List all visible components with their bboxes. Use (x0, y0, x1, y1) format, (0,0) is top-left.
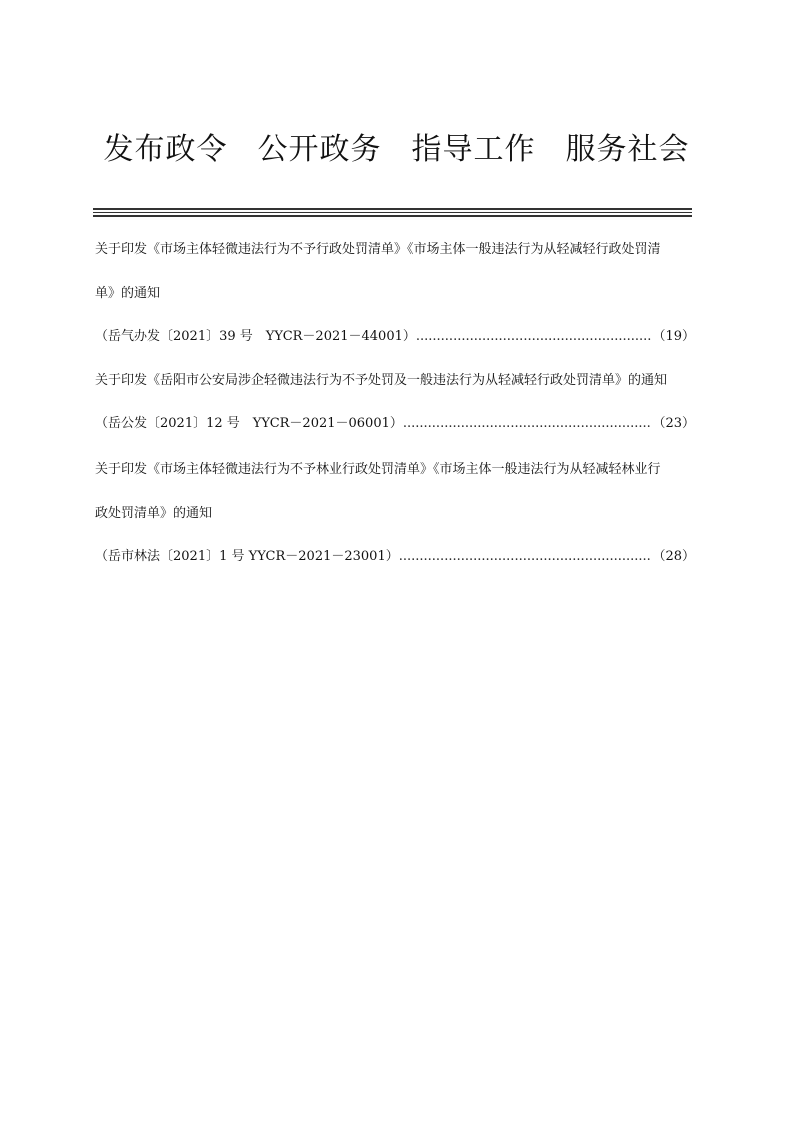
toc-entry-2-dot-leader (403, 415, 653, 433)
header-divider-middle (93, 212, 692, 213)
toc-entry-2-reference-row[interactable] (95, 415, 695, 433)
toc-entry-1-reference-row[interactable] (95, 328, 695, 346)
toc-entry-3-dot-leader (399, 548, 653, 566)
toc-entry-2-reference: （岳公发〔2021〕12 号 YYCR－2021－06001） (95, 416, 403, 431)
slogan-3: 指导工作 (411, 132, 536, 167)
slogan-4: 服务社会 (565, 132, 690, 167)
header-divider-bottom (93, 215, 692, 217)
toc-entry-1-reference: （岳气办发〔2021〕39 号 YYCR－2021－44001） (95, 329, 416, 344)
toc-entry-1-dot-leader (416, 328, 653, 346)
toc-entry-3-page: （28） (652, 549, 695, 564)
slogan-1: 发布政令 (103, 132, 228, 167)
toc-entry-3-title-line-2: 政处罚清单》的通知 (95, 506, 213, 521)
toc-entry-1-page: （19） (652, 329, 695, 344)
toc-entry-2-page: （23） (652, 416, 695, 431)
slogan-header (0, 124, 793, 168)
header-divider-top (93, 208, 692, 210)
toc-entry-3-reference: （岳市林法〔2021〕1 号 YYCR－2021－23001） (95, 549, 399, 564)
toc-entry-3-reference-row[interactable] (95, 548, 695, 566)
toc-entry-3-title-line-1: 关于印发《市场主体轻微违法行为不予林业行政处罚清单》《市场主体一般违法行为从轻减轻林业行 (95, 462, 661, 477)
toc-entry-2-title-line-1: 关于印发《岳阳市公安局涉企轻微违法行为不予处罚及一般违法行为从轻减轻行政处罚清单》的通知 (95, 373, 668, 388)
toc-entry-1-title-line-2: 单》的通知 (95, 286, 161, 301)
toc-entry-1-title-line-1: 关于印发《市场主体轻微违法行为不予行政处罚清单》《市场主体一般违法行为从轻减轻行政处罚清 (95, 242, 661, 257)
slogan-2: 公开政务 (257, 132, 382, 167)
